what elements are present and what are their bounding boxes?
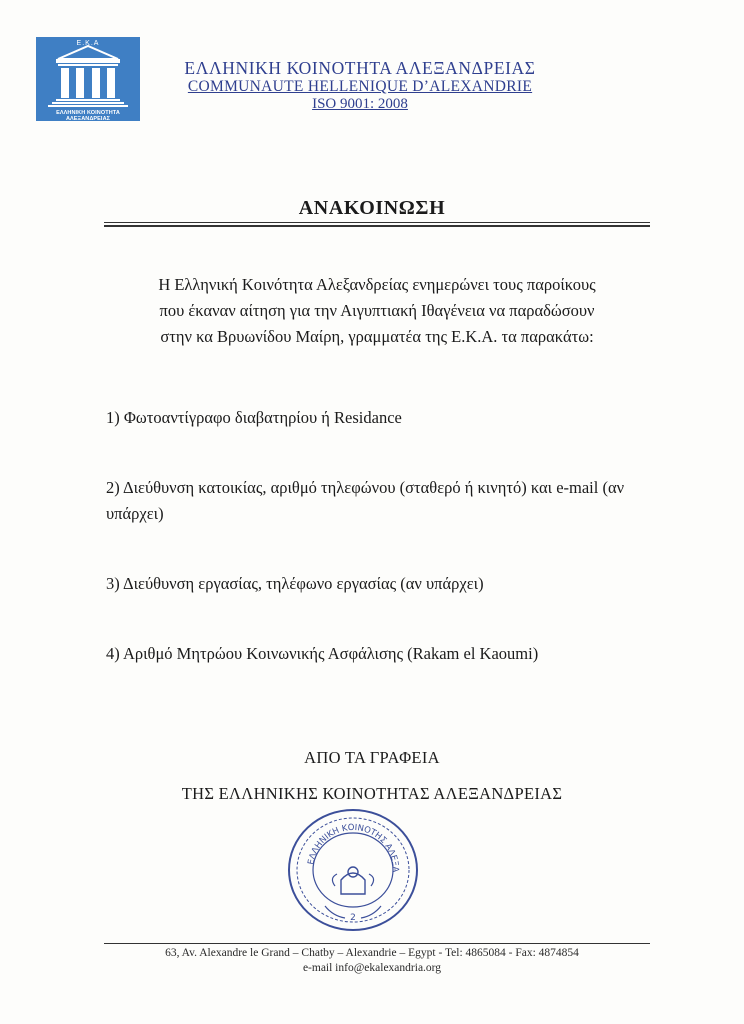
community-logo xyxy=(36,37,140,121)
requirement-item: 1) Φωτοαντίγραφο διαβατηρίου ή Residance xyxy=(106,408,402,427)
footer-email: e-mail info@ekalexandria.org xyxy=(302,962,442,974)
requirement-item: 3) Διεύθυνση εργασίας, τηλέφωνο εργασίας (αν υπάρχει) xyxy=(106,574,484,593)
stamp-number: 2 xyxy=(350,913,356,923)
intro-paragraph xyxy=(106,272,648,350)
title-divider xyxy=(104,222,650,223)
intro-line: που έκαναν αίτηση για την Αιγυπτιακή Ιθαγένεια να παραδώσουν xyxy=(159,301,595,320)
letterhead xyxy=(150,58,570,113)
stamp-seal-icon xyxy=(285,806,421,934)
logo-abbreviation: Ε.Κ.Α xyxy=(76,40,100,47)
footer-address: 63, Av. Alexandre le Grand – Chatby – Alexandrie – Egypt - Tel: 4865084 - Fax: 4874854 xyxy=(165,947,579,959)
org-name-french: COMMUNAUTE HELLENIQUE D’ALEXANDRIE xyxy=(187,78,533,95)
announcement-title: ΑΝΑΚΟΙΝΩΣΗ xyxy=(298,197,446,219)
logo-caption: ΕΛΛΗΝΙΚΗ ΚΟΙΝΟΤΗΤΑ ΑΛΕΞΑΝΔΡΕΙΑΣ xyxy=(56,110,120,122)
requirement-item: 4) Αριθμό Μητρώου Κοινωνικής Ασφάλισης (Rakam el Kaoumi) xyxy=(106,644,539,663)
closing-line: ΤΗΣ ΕΛΛΗΝΙΚΗΣ ΚΟΙΝΟΤΗΤΑΣ ΑΛΕΞΑΝΔΡΕΙΑΣ xyxy=(181,784,563,803)
official-stamp xyxy=(285,806,421,934)
closing-signature xyxy=(0,740,744,812)
title-divider-thick xyxy=(104,225,650,227)
requirement-item: 2) Διεύθυνση κατοικίας, αριθμό τηλεφώνου (σταθερό ή κινητό) και e-mail (αν υπάρχει) xyxy=(106,478,625,523)
intro-line: Η Ελληνική Κοινότητα Αλεξανδρείας ενημερώνει τους παροίκους xyxy=(158,275,596,294)
intro-line: στην κα Βρυωνίδου Μαίρη, γραμματέα της Ε.Κ.Α. τα παρακάτω: xyxy=(160,327,594,346)
footer-divider xyxy=(104,943,650,944)
iso-certification: ISO 9001: 2008 xyxy=(312,96,408,112)
closing-line: ΑΠΟ ΤΑ ΓΡΑΦΕΙΑ xyxy=(304,748,440,767)
stamp-text: ΕΛΛΗΝΙΚΗ ΚΟΙΝΟΤΗΣ ΑΛΕΞΑ xyxy=(306,822,401,873)
temple-icon xyxy=(36,37,140,121)
footer xyxy=(0,946,744,976)
org-name-greek: ΕΛΛΗΝΙΚΗ ΚΟΙΝΟΤΗΤΑ ΑΛΕΞΑΝΔΡΕΙΑΣ xyxy=(184,58,536,78)
